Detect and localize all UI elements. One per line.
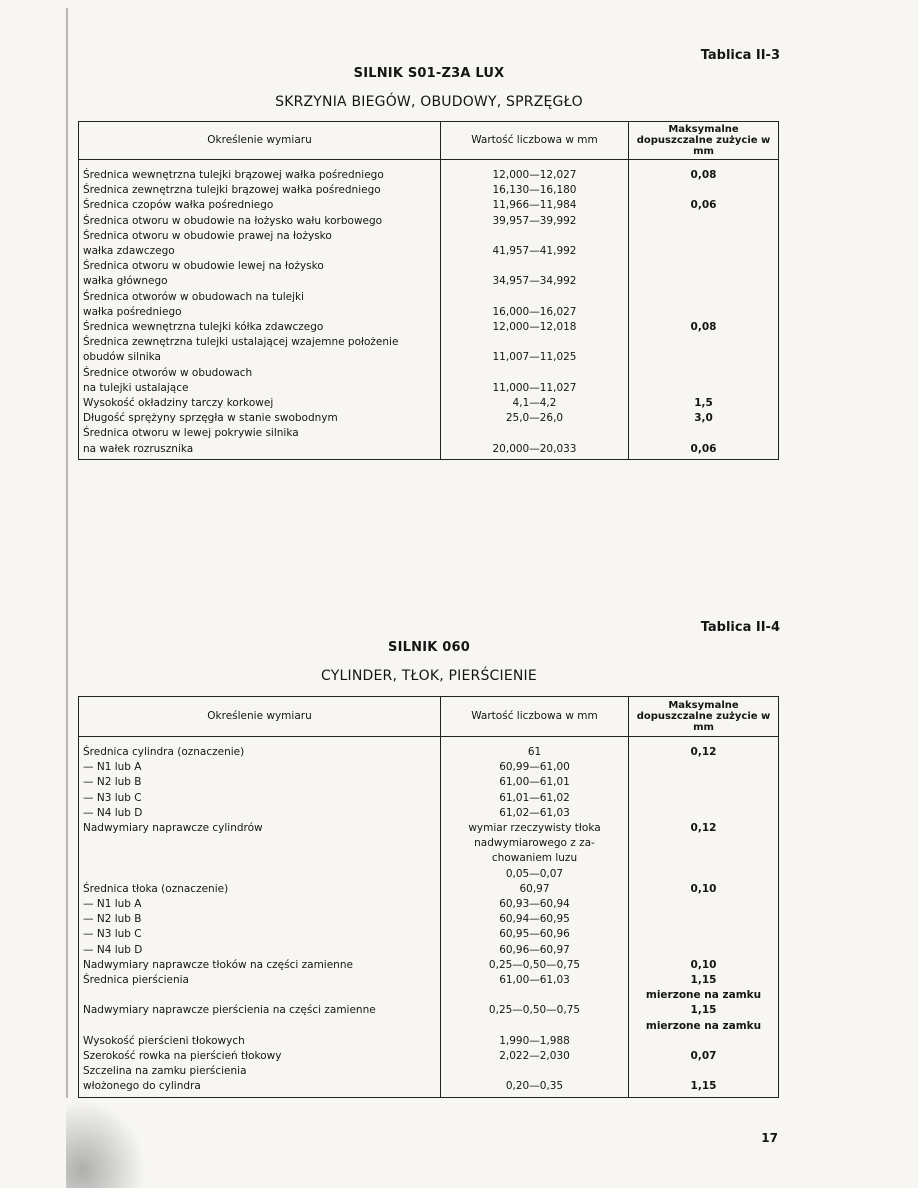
row-max-wear: 0,12 <box>629 737 779 761</box>
table-row <box>79 927 779 942</box>
row-description: Średnica tłoka (oznaczenie) <box>79 882 441 897</box>
row-max-wear: 0,08 <box>629 160 779 184</box>
table-row <box>79 259 779 274</box>
row-max-wear <box>629 806 779 821</box>
row-value <box>441 229 629 244</box>
row-description: Szczelina na zamku pierścienia <box>79 1064 441 1079</box>
table-row <box>79 737 779 761</box>
row-max-wear <box>629 836 779 851</box>
row-value: 12,000—12,018 <box>441 320 629 335</box>
row-description: Szerokość rowka na pierścień tłokowy <box>79 1049 441 1064</box>
row-max-wear <box>629 183 779 198</box>
table-row <box>79 350 779 365</box>
row-description: — N1 lub A <box>79 760 441 775</box>
row-max-wear: 1,15 <box>629 1003 779 1018</box>
row-description: wałka pośredniego <box>79 305 441 320</box>
row-max-wear: 1,15 <box>629 1079 779 1097</box>
row-description: Średnica otworu w lewej pokrywie silnika <box>79 426 441 441</box>
table-row <box>79 821 779 836</box>
table-row <box>79 442 779 460</box>
table-tag: Tablica II-3 <box>700 48 780 63</box>
row-value <box>441 426 629 441</box>
row-description: — N3 lub C <box>79 791 441 806</box>
row-value: 0,25—0,50—0,75 <box>441 958 629 973</box>
row-value: 60,95—60,96 <box>441 927 629 942</box>
table-row <box>79 912 779 927</box>
row-value: 60,96—60,97 <box>441 943 629 958</box>
row-description: włożonego do cylindra <box>79 1079 441 1097</box>
row-max-wear <box>629 775 779 790</box>
row-value: 41,957—41,992 <box>441 244 629 259</box>
row-value: 39,957—39,992 <box>441 214 629 229</box>
row-description <box>79 867 441 882</box>
table-row <box>79 381 779 396</box>
row-value: 0,05—0,07 <box>441 867 629 882</box>
table-row <box>79 396 779 411</box>
row-max-wear <box>629 912 779 927</box>
row-value: chowaniem luzu <box>441 851 629 866</box>
table-row <box>79 760 779 775</box>
row-max-wear <box>629 760 779 775</box>
table-row <box>79 290 779 305</box>
row-value: 61,00—61,01 <box>441 775 629 790</box>
row-description: obudów silnika <box>79 350 441 365</box>
row-description <box>79 836 441 851</box>
row-value <box>441 259 629 274</box>
scan-smudge <box>66 1100 146 1188</box>
row-value: 61,02—61,03 <box>441 806 629 821</box>
row-value: 60,99—61,00 <box>441 760 629 775</box>
header-max-wear: Maksymalne dopuszczalne zużycie w mm <box>629 122 779 160</box>
header-value: Wartość liczbowa w mm <box>441 697 629 737</box>
row-max-wear <box>629 335 779 350</box>
row-value <box>441 1064 629 1079</box>
row-value: 11,000—11,027 <box>441 381 629 396</box>
row-max-wear <box>629 381 779 396</box>
table-row <box>79 198 779 213</box>
row-value: 0,25—0,50—0,75 <box>441 1003 629 1018</box>
row-description: Nadwymiary naprawcze pierścienia na części zamienne <box>79 1003 441 1018</box>
row-description: — N2 lub B <box>79 775 441 790</box>
table-row <box>79 1003 779 1018</box>
row-max-wear <box>629 244 779 259</box>
row-max-wear: 0,06 <box>629 442 779 460</box>
table-tag: Tablica II-4 <box>700 620 780 635</box>
row-description: — N4 lub D <box>79 943 441 958</box>
row-value: 25,0—26,0 <box>441 411 629 426</box>
row-description: na tulejki ustalające <box>79 381 441 396</box>
table-row <box>79 183 779 198</box>
table-row <box>79 897 779 912</box>
table-row <box>79 958 779 973</box>
header-max-wear: Maksymalne dopuszczalne zużycie w mm <box>629 697 779 737</box>
table-subtitle: CYLINDER, TŁOK, PIERŚCIENIE <box>321 668 537 684</box>
row-description: Średnica zewnętrzna tulejki ustalającej wzajemne położenie <box>79 335 441 350</box>
row-description: Średnica otworu w obudowie na łożysko wału korbowego <box>79 214 441 229</box>
row-value: 4,1—4,2 <box>441 396 629 411</box>
table-row <box>79 791 779 806</box>
row-value: 61 <box>441 737 629 761</box>
header-value: Wartość liczbowa w mm <box>441 122 629 160</box>
row-value: wymiar rzeczywisty tłoka <box>441 821 629 836</box>
row-value: 11,966—11,984 <box>441 198 629 213</box>
table-row <box>79 1019 779 1034</box>
row-max-wear: 0,10 <box>629 958 779 973</box>
row-value: 60,93—60,94 <box>441 897 629 912</box>
page-number: 17 <box>761 1131 778 1145</box>
row-value <box>441 1019 629 1034</box>
row-value: 61,01—61,02 <box>441 791 629 806</box>
row-value: 2,022—2,030 <box>441 1049 629 1064</box>
row-description: Wysokość okładziny tarczy korkowej <box>79 396 441 411</box>
table-row <box>79 806 779 821</box>
row-max-wear <box>629 851 779 866</box>
row-max-wear <box>629 214 779 229</box>
table-row <box>79 411 779 426</box>
row-description: Średnice otworów w obudowach <box>79 366 441 381</box>
row-value: 34,957—34,992 <box>441 274 629 289</box>
row-value: 60,94—60,95 <box>441 912 629 927</box>
row-description: Średnica wewnętrzna tulejki brązowej wałka pośredniego <box>79 160 441 184</box>
row-max-wear: mierzone na zamku <box>629 988 779 1003</box>
table-row <box>79 214 779 229</box>
row-description <box>79 988 441 1003</box>
row-description: Średnica otworu w obudowie lewej na łożysko <box>79 259 441 274</box>
row-max-wear <box>629 350 779 365</box>
table-title: SILNIK 060 <box>388 640 470 655</box>
row-value: 0,20—0,35 <box>441 1079 629 1097</box>
table-row <box>79 973 779 988</box>
table-row <box>79 320 779 335</box>
table-title: SILNIK S01-Z3A LUX <box>353 66 505 81</box>
row-description: Średnica otworu w obudowie prawej na łożysko <box>79 229 441 244</box>
row-value: 11,007—11,025 <box>441 350 629 365</box>
row-description: — N4 lub D <box>79 806 441 821</box>
row-max-wear <box>629 366 779 381</box>
row-value: 12,000—12,027 <box>441 160 629 184</box>
row-value: 16,000—16,027 <box>441 305 629 320</box>
table-row <box>79 1034 779 1049</box>
row-value: 1,990—1,988 <box>441 1034 629 1049</box>
row-description: wałka zdawczego <box>79 244 441 259</box>
spec-table <box>78 121 779 460</box>
table-row <box>79 160 779 184</box>
row-value: 20,000—20,033 <box>441 442 629 460</box>
row-value: 61,00—61,03 <box>441 973 629 988</box>
table-row <box>79 1049 779 1064</box>
row-max-wear <box>629 927 779 942</box>
row-max-wear <box>629 229 779 244</box>
table-row <box>79 943 779 958</box>
row-value: 16,130—16,180 <box>441 183 629 198</box>
row-max-wear <box>629 274 779 289</box>
table-row <box>79 836 779 851</box>
row-max-wear: 3,0 <box>629 411 779 426</box>
page-binding-edge <box>66 8 68 1098</box>
table-row <box>79 988 779 1003</box>
row-max-wear <box>629 867 779 882</box>
row-max-wear: 1,5 <box>629 396 779 411</box>
row-max-wear: 0,07 <box>629 1049 779 1064</box>
row-max-wear <box>629 1034 779 1049</box>
table-row <box>79 366 779 381</box>
table-row <box>79 274 779 289</box>
header-description: Określenie wymiaru <box>79 122 441 160</box>
table-row <box>79 1079 779 1097</box>
table-row <box>79 1064 779 1079</box>
row-description: Długość sprężyny sprzęgła w stanie swobodnym <box>79 411 441 426</box>
row-max-wear: 0,06 <box>629 198 779 213</box>
row-max-wear <box>629 290 779 305</box>
table-row <box>79 775 779 790</box>
table-row <box>79 882 779 897</box>
row-max-wear <box>629 897 779 912</box>
row-description: wałka głównego <box>79 274 441 289</box>
row-max-wear <box>629 1064 779 1079</box>
row-max-wear <box>629 943 779 958</box>
spec-table <box>78 696 779 1098</box>
row-max-wear: 0,12 <box>629 821 779 836</box>
row-description: — N1 lub A <box>79 897 441 912</box>
row-value <box>441 335 629 350</box>
row-description <box>79 1019 441 1034</box>
row-description: Średnica czopów wałka pośredniego <box>79 198 441 213</box>
table-row <box>79 305 779 320</box>
row-value <box>441 988 629 1003</box>
row-description: Średnica pierścienia <box>79 973 441 988</box>
row-description: Średnica zewnętrzna tulejki brązowej wałka pośredniego <box>79 183 441 198</box>
row-value: 60,97 <box>441 882 629 897</box>
row-value: nadwymiarowego z za- <box>441 836 629 851</box>
table-row <box>79 229 779 244</box>
row-description: Wysokość pierścieni tłokowych <box>79 1034 441 1049</box>
row-max-wear <box>629 305 779 320</box>
table-subtitle: SKRZYNIA BIEGÓW, OBUDOWY, SPRZĘGŁO <box>275 94 583 110</box>
table-row <box>79 851 779 866</box>
row-max-wear <box>629 791 779 806</box>
row-description: — N3 lub C <box>79 927 441 942</box>
row-value <box>441 290 629 305</box>
table-row <box>79 244 779 259</box>
row-description: Średnica cylindra (oznaczenie) <box>79 737 441 761</box>
row-description: Średnica wewnętrzna tulejki kółka zdawczego <box>79 320 441 335</box>
row-max-wear <box>629 426 779 441</box>
row-max-wear <box>629 259 779 274</box>
row-description: Średnica otworów w obudowach na tulejki <box>79 290 441 305</box>
row-description: — N2 lub B <box>79 912 441 927</box>
row-description <box>79 851 441 866</box>
header-description: Określenie wymiaru <box>79 697 441 737</box>
table-row <box>79 426 779 441</box>
row-description: na wałek rozrusznika <box>79 442 441 460</box>
row-description: Nadwymiary naprawcze cylindrów <box>79 821 441 836</box>
row-max-wear: 0,10 <box>629 882 779 897</box>
table-row <box>79 867 779 882</box>
row-max-wear: 0,08 <box>629 320 779 335</box>
row-max-wear: 1,15 <box>629 973 779 988</box>
row-max-wear: mierzone na zamku <box>629 1019 779 1034</box>
row-value <box>441 366 629 381</box>
table-row <box>79 335 779 350</box>
row-description: Nadwymiary naprawcze tłoków na części zamienne <box>79 958 441 973</box>
